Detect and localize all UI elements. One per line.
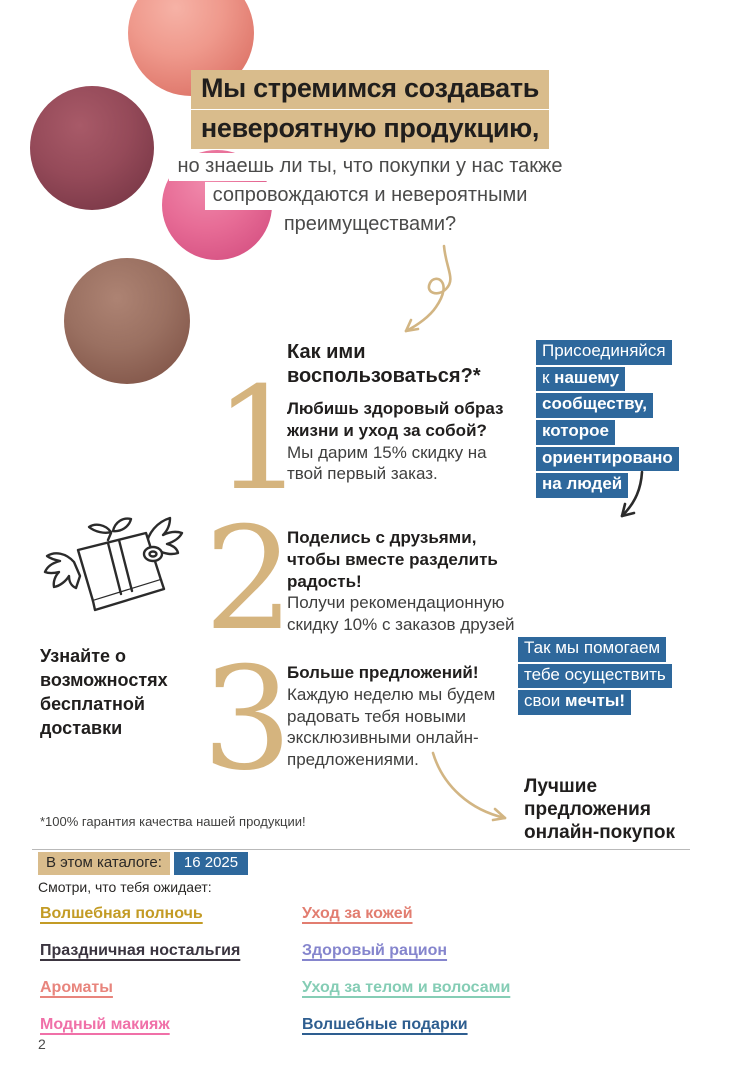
catalog-number-badge: 16 2025 [174, 852, 248, 875]
hero-subtitle-line3: преимуществами? [276, 211, 464, 239]
hero-title [150, 70, 590, 150]
community-badge-line4: которое [536, 420, 615, 445]
step-2 [287, 527, 532, 636]
hero-title-line1: Мы стремимся создавать [191, 70, 549, 109]
flying-gift-icon [42, 516, 190, 620]
step-2-body: Получи рекомендационную скидку 10% с заказов друзей [287, 593, 515, 634]
delivery-note-line2: возможностях [40, 669, 168, 690]
dreams-badge-line1: Так мы помогаем [518, 637, 666, 662]
footnote: *100% гарантия качества нашей продукции! [40, 814, 306, 829]
link-festive-nostalgia[interactable]: Праздничная ностальгия [40, 942, 241, 959]
catalog-label: В этом каталоге: [38, 852, 170, 875]
step-1-title: Любишь здоровый образ жизни и уход за собой? [287, 399, 504, 440]
best-offers-line3: онлайн-покупок [524, 822, 675, 844]
step-2-numeral: 2 [204, 497, 295, 662]
step-1-numeral: 1 [214, 357, 305, 522]
best-offers-line1: Лучшие [524, 776, 598, 797]
dreams-badge-line3: свои мечты! [518, 690, 631, 715]
community-badge-line3: сообществу, [536, 393, 653, 418]
link-magic-midnight[interactable]: Волшебная полночь [40, 905, 203, 922]
community-badge-line1: Присоединяйся [536, 340, 672, 365]
pearl-bronze-image [64, 258, 190, 384]
delivery-note-line3: бесплатной [40, 693, 145, 714]
step-3-body: Каждую неделю мы будем радовать тебя новыми эксклюзивными онлайн-предложениями. [287, 684, 496, 769]
step-2-title: Поделись с друзьями, чтобы вместе разделить радость! [287, 528, 498, 591]
best-offers [524, 775, 675, 845]
hero-subtitle [120, 153, 620, 240]
link-healthy-diet[interactable]: Здоровый рацион [302, 942, 448, 959]
delivery-note [40, 645, 168, 741]
community-badge-line5: ориентировано [536, 447, 679, 472]
community-badge-line2: к нашему [536, 367, 625, 392]
step-1 [287, 398, 525, 485]
hero-subtitle-line1: но знаешь ли ты, что покупки у нас также [169, 153, 570, 181]
divider-line [32, 849, 690, 850]
step-3-title: Больше предложений! [287, 663, 479, 682]
delivery-note-line4: доставки [40, 717, 123, 738]
page-number: 2 [38, 1036, 46, 1052]
hero-title-line2: невероятную продукцию, [191, 110, 549, 149]
step-1-body: Мы дарим 15% скидку на твой первый заказ. [287, 442, 487, 484]
link-magic-gifts[interactable]: Волшебные подарки [302, 1016, 468, 1033]
link-trend-makeup[interactable]: Модный макияж [40, 1016, 170, 1033]
step-3-numeral: 3 [202, 637, 293, 802]
delivery-note-line1: Узнайте о [40, 646, 127, 666]
link-fragrances[interactable]: Ароматы [40, 979, 113, 996]
curve-arrow-icon [425, 748, 517, 830]
link-skin-care[interactable]: Уход за кожей [302, 905, 413, 922]
dreams-badge-line2: тебе осуществить [518, 664, 672, 689]
link-body-hair-care[interactable]: Уход за телом и волосами [302, 979, 511, 996]
community-badge-line6: на людей [536, 473, 628, 498]
hero-subtitle-line2: сопровождаются и невероятными [205, 182, 536, 210]
dreams-badge [518, 637, 672, 717]
steps-heading: Как ими воспользоваться?* [287, 341, 481, 387]
loop-arrow-icon [392, 243, 464, 341]
catalog-teaser: Смотри, что тебя ожидает: [38, 879, 212, 895]
best-offers-line2: предложения [524, 799, 651, 821]
catalog-info [38, 852, 248, 875]
down-arrow-icon [608, 468, 656, 526]
